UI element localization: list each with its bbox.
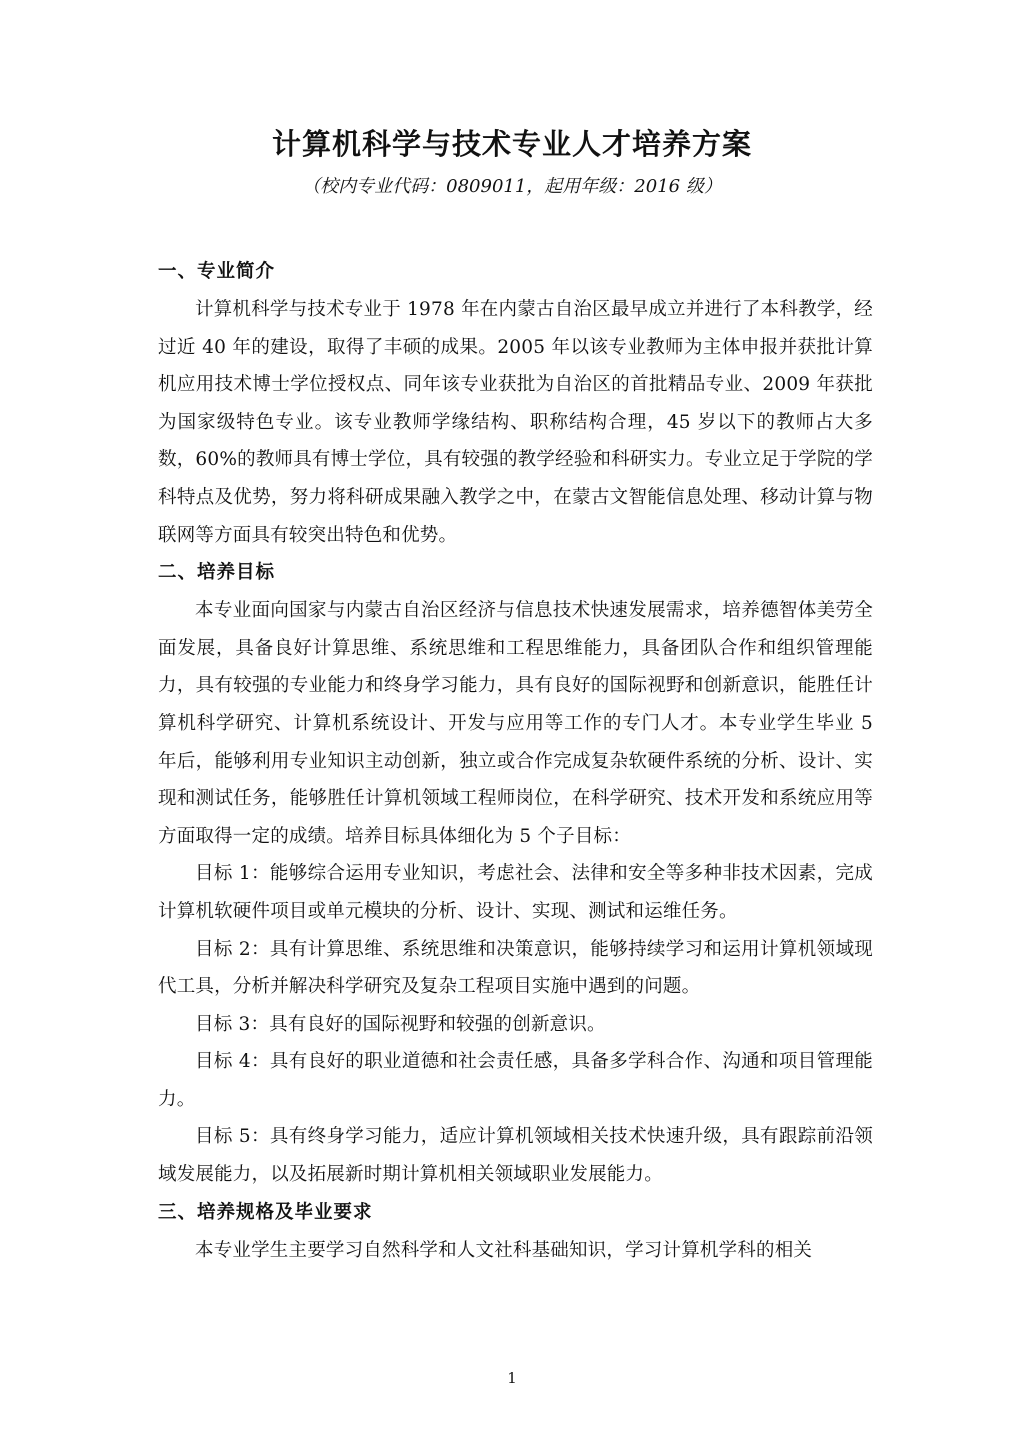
objective-1: 目标 1：能够综合运用专业知识，考虑社会、法律和安全等多种非技术因素，完成计算机软硬件项目或单元模块的分析、设计、实现、测试和运维任务。 xyxy=(158,863,873,922)
page-number: 1 xyxy=(507,1369,517,1387)
paragraph: 计算机科学与技术专业于 1978 年在内蒙古自治区最早成立并进行了本科教学，经过近 40 年的建设，取得了丰硕的成果。2005 年以该专业教师为主体申报并获批计算机应用技术博士学位授权点、同年该专业获批为自治区的首批精品专业、2009 年获批为国家级特色专业。该专业教师学缘结构、职称结构合理，45 岁以下的教师占大多数，60%的教师具有博士学位，具有较强的教学经验和科研实力。专业立足于学院的学科特点及优势，努力将科研成果融入教学之中，在蒙古文智能信息处理、移动计算与物联网等方面具有较突出特色和优势。 xyxy=(158,299,873,546)
section-heading: 一、专业简介 xyxy=(158,261,276,282)
document-title: 计算机科学与技术专业人才培养方案 xyxy=(271,127,752,161)
objective-4: 目标 4：具有良好的职业道德和社会责任感，具备多学科合作、沟通和项目管理能力。 xyxy=(158,1051,873,1110)
objective-2: 目标 2：具有计算思维、系统思维和决策意识，能够持续学习和运用计算机领域现代工具，分析并解决科学研究及复杂工程项目实施中遇到的问题。 xyxy=(158,938,873,998)
objective-5: 目标 5：具有终身学习能力，适应计算机领域相关技术快速升级，具有跟踪前沿领域发展能力，以及拓展新时期计算机相关领域职业发展能力。 xyxy=(158,1126,873,1186)
paragraph: 本专业学生主要学习自然科学和人文社科基础知识，学习计算机学科的相关 xyxy=(195,1239,813,1261)
section-training-objectives xyxy=(158,554,873,1194)
section-introduction xyxy=(158,253,873,554)
objective-3: 目标 3：具有良好的国际视野和较强的创新意识。 xyxy=(195,1013,606,1035)
section-graduation-requirements xyxy=(158,1194,873,1270)
section-heading: 二、培养目标 xyxy=(158,562,276,584)
paragraph: 本专业面向国家与内蒙古自治区经济与信息技术快速发展需求，培养德智体美劳全面发展，具备良好计算思维、系统思维和工程思维能力，具备团队合作和组织管理能力，具有较强的专业能力和终身学习能力，具有良好的国际视野和创新意识，能胜任计算机科学研究、计算机系统设计、开发与应用等工作的专门人才。本专业学生毕业 5 年后，能够利用专业知识主动创新，独立或合作完成复杂软硬件系统的分析、设计、实现和测试任务，能够胜任计算机领域工程师岗位，在科学研究、技术开发和系统应用等方面取得一定的成绩。培养目标具体细化为 5 个子目标： xyxy=(158,600,873,847)
document-subtitle: （校内专业代码：0809011，起用年级：2016 级） xyxy=(302,176,722,197)
document-body xyxy=(158,253,873,1269)
section-heading: 三、培养规格及毕业要求 xyxy=(158,1201,373,1223)
